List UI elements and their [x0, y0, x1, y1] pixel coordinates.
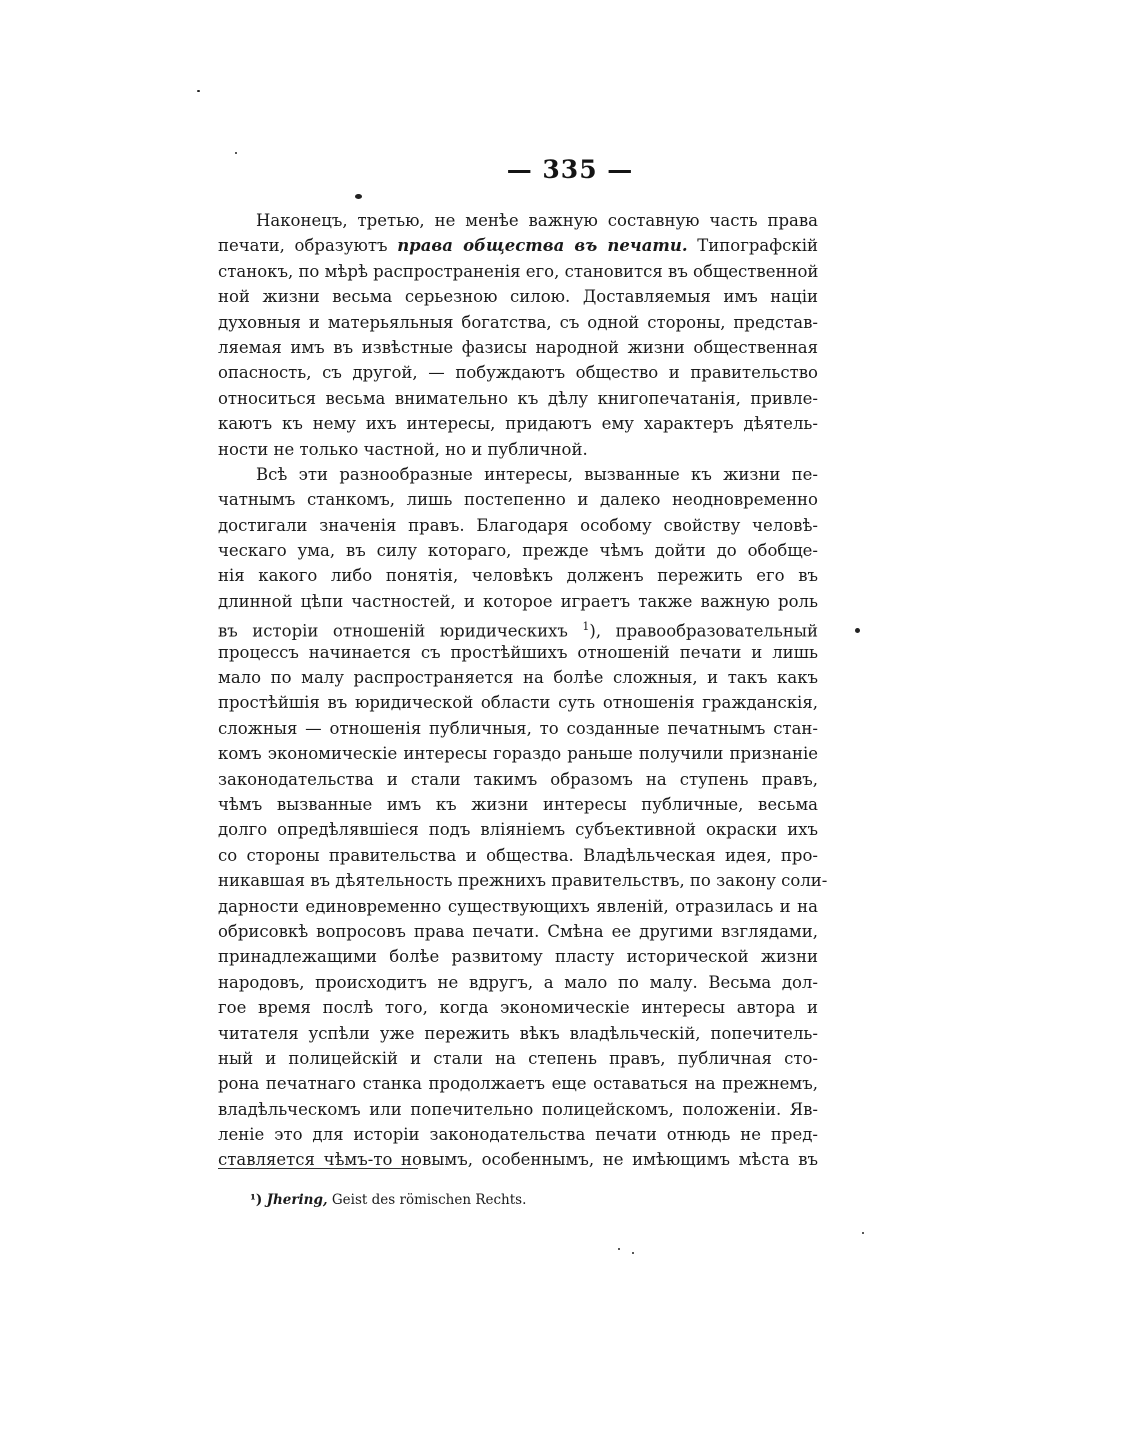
scan-speck [197, 90, 200, 92]
text-line: со стороны правительства и общества. Владѣльческая идея, про- [218, 845, 818, 865]
footnote-author: Jhering, [266, 1192, 328, 1208]
text-line: законодательства и стали такимъ образомъ на ступень правъ, [218, 769, 818, 789]
text-line: достигали значенія правъ. Благодаря особому свойству человѣ- [218, 515, 818, 535]
text-line [218, 233, 818, 258]
text-line [218, 614, 818, 639]
scan-speck [855, 628, 860, 633]
text-line: процессъ начинается съ простѣйшихъ отношеній печати и лишь [218, 642, 818, 662]
text-line: простѣйшія въ юридической области суть отношенія гражданскія, [218, 693, 818, 713]
text-line: станокъ, по мѣрѣ распространенія его, становится въ общественной [218, 261, 819, 281]
text-line: ставляется чѣмъ-то новымъ, особеннымъ, не имѣющимъ мѣста въ [218, 1150, 818, 1170]
text-fragment: печати, образуютъ [218, 236, 398, 256]
text-fragment: въ исторіи отношеній юридическихъ [218, 621, 583, 641]
text-line: сложныя — отношенія публичныя, то созданные печатнымъ стан- [218, 718, 818, 738]
text-line: комъ экономическіе интересы гораздо раньше получили признаніе [218, 744, 818, 764]
scan-speck [632, 1252, 634, 1254]
text-line: читателя успѣли уже пережить вѣкъ владѣльческій, попечитель- [218, 1023, 818, 1043]
footnote [250, 1192, 526, 1208]
text-line: духовныя и матерьяльныя богатства, съ одной стороны, представ- [218, 312, 818, 332]
text-line: долго опредѣлявшіеся подъ вліяніемъ субъективной окраски ихъ [218, 820, 818, 840]
text-line: ный и полицейскій и стали на степень правъ, публичная сто- [218, 1048, 818, 1068]
text-line: обрисовкѣ вопросовъ права печати. Смѣна ее другими взглядами, [218, 921, 818, 941]
scan-speck [235, 152, 237, 154]
text-line: каютъ къ нему ихъ интересы, придаютъ ему характеръ дѣятель- [218, 414, 818, 434]
text-fragment: ), правообразовательный [589, 621, 818, 641]
text-line: владѣльческомъ или попечительно полицейскомъ, положеніи. Яв- [218, 1099, 818, 1119]
text-line: ности не только частной, но и публичной. [218, 439, 588, 459]
text-line: Всѣ эти разнообразные интересы, вызванные къ жизни пе- [256, 464, 818, 484]
emphasized-phrase: права общества въ печати. [397, 236, 688, 256]
footnote-divider [218, 1168, 418, 1169]
text-line: народовъ, происходитъ не вдругъ, а мало по малу. Весьма дол- [218, 972, 818, 992]
text-line: дарности единовременно существующихъ явленій, отразилась и на [218, 896, 818, 916]
scan-speck [862, 1232, 864, 1234]
text-line: опасность, съ другой, — побуждаютъ общество и правительство [218, 363, 818, 383]
text-line: ной жизни весьма серьезною силою. Доставляемыя имъ націи [218, 287, 818, 307]
text-line: чатнымъ станкомъ, лишь постепенно и далеко неодновременно [218, 490, 818, 510]
text-line: Наконецъ, третью, не менѣе важную составную часть права [256, 211, 818, 230]
scan-speck [618, 1248, 620, 1250]
text-line: принадлежащими болѣе развитому пласту исторической жизни [218, 947, 818, 967]
text-line: чѣмъ вызванные имъ къ жизни интересы публичные, весьма [218, 794, 818, 814]
page-number: — 335 — [506, 155, 634, 184]
text-line: длинной цѣпи частностей, и которое играетъ также важную роль [218, 591, 818, 611]
footnote-mark: ¹) [250, 1192, 263, 1208]
text-line: гое время послѣ того, когда экономическіе интересы автора и [218, 998, 818, 1018]
body-text [218, 208, 828, 1173]
text-line: ляемая имъ въ извѣстные фазисы народной жизни общественная [218, 337, 818, 357]
scan-speck [355, 194, 362, 199]
text-line: рона печатнаго станка продолжаетъ еще оставаться на прежнемъ, [218, 1074, 818, 1094]
text-line: леніе это для исторіи законодательства печати отнюдь не пред- [218, 1125, 818, 1145]
footnote-reference: 1 [582, 620, 590, 634]
text-fragment: Типографскій [687, 236, 819, 256]
text-line: никавшая въ дѣятельность прежнихъ правительствъ, по закону соли- [218, 871, 828, 891]
text-line: нія какого либо понятія, человѣкъ долженъ пережить его въ [218, 566, 818, 586]
text-line: относиться весьма внимательно къ дѣлу книгопечатанія, привле- [218, 388, 818, 408]
footnote-title: Geist des römischen Rechts. [327, 1192, 527, 1208]
text-line: мало по малу распространяется на болѣе сложныя, и такъ какъ [218, 668, 818, 688]
text-line: ческаго ума, въ силу котораго, прежде чѣмъ дойти до обобще- [218, 541, 818, 561]
